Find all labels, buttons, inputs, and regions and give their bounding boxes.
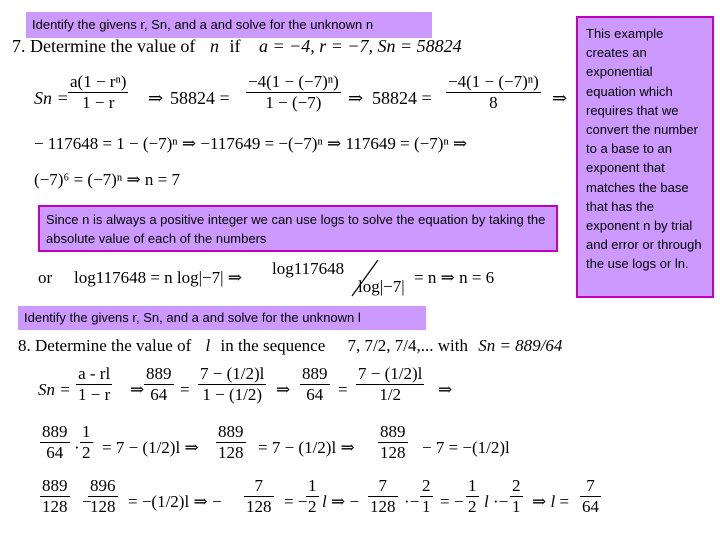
implies-arrow — [348, 88, 363, 109]
if-word: if — [229, 36, 241, 56]
value-text: 58824 = — [170, 88, 230, 108]
numerator: 889 — [380, 422, 406, 441]
problem-title-text: 8. Determine the value of — [18, 336, 192, 355]
banner-text: Identify the givens r, Sn, and a and solve for the unknown l — [24, 310, 361, 325]
in-seq-text: in the sequence — [220, 336, 326, 355]
or-text: or — [38, 268, 53, 287]
fraction — [368, 476, 398, 517]
banner-identify-l — [18, 306, 426, 330]
numerator: 1 — [468, 476, 477, 495]
implies-arrow — [130, 380, 144, 400]
denominator: 128 — [380, 443, 406, 462]
unknown-var: n — [209, 36, 219, 56]
numerator: a - rl — [78, 364, 111, 383]
equation-text: − 117648 = 1 − (−7)ⁿ ⇒ −117649 = −(−7)ⁿ ⇒ 117649 = (−7)ⁿ ⇒ — [34, 134, 468, 153]
log-den-text: log|−7| — [358, 277, 405, 296]
denominator: 2 — [308, 497, 317, 516]
arrow: ⇒ — [276, 380, 291, 399]
log-denominator — [358, 277, 405, 297]
fraction — [216, 422, 246, 463]
implies-arrow — [438, 380, 452, 400]
denominator: 1 − r — [78, 385, 111, 404]
equals-minus: = − — [440, 492, 464, 511]
arrow: ⇒ — [130, 380, 145, 399]
denominator: 1 — [512, 497, 521, 516]
problem-8-title — [18, 336, 562, 356]
problem-7-title — [12, 36, 462, 57]
numerator: −4(1 − (−7)ⁿ) — [448, 72, 539, 91]
denominator: 1 — [422, 497, 431, 516]
log-equation-b — [414, 268, 494, 288]
fraction — [466, 476, 479, 517]
banner-text: Identify the givens r, Sn, and a and solve for the unknown n — [32, 17, 374, 32]
unknown-var: l — [205, 336, 211, 355]
equation-text: = 7 − (1/2)l ⇒ — [102, 438, 199, 457]
numerator: 2 — [512, 476, 521, 495]
equation-end — [422, 438, 510, 458]
sidebar-text: This example creates an exponential equation which requires that we convert the number to a base to an exponent that matches the base that has the exponent n by trial and error or through the use logs or ln. — [586, 26, 702, 272]
denominator: 2 — [468, 497, 477, 516]
log-note — [38, 205, 558, 252]
denominator: 128 — [370, 497, 396, 516]
fraction — [76, 364, 112, 405]
denominator: 128 — [246, 497, 272, 516]
numerator: a(1 − rⁿ) — [70, 72, 127, 91]
denominator: 64 — [582, 497, 599, 516]
implies-arrow — [276, 380, 290, 400]
equation-text: = −(1/2)l ⇒ − — [128, 492, 222, 511]
banner-identify-n — [26, 12, 432, 38]
fraction — [420, 476, 433, 517]
denominator: 1/2 — [356, 384, 424, 405]
fraction — [300, 364, 330, 405]
implies-arrow — [148, 88, 163, 109]
equals-minus: = − — [284, 492, 308, 511]
denominator: 128 — [90, 497, 116, 516]
equation-text: (−7)⁶ = (−7)ⁿ ⇒ n = 7 — [34, 170, 181, 189]
fraction — [40, 422, 70, 463]
fraction — [80, 422, 93, 463]
arrow: ⇒ — [552, 88, 568, 108]
fraction — [510, 476, 523, 517]
fraction — [446, 72, 541, 113]
denominator: 8 — [446, 92, 541, 113]
sn-lhs-text: Sn = — [38, 380, 71, 399]
numerator: 1 — [308, 476, 317, 495]
arrow: ⇒ — [348, 88, 364, 108]
denominator: 128 — [42, 497, 68, 516]
sequence-text: 7, 7/2, 7/4,... with — [347, 336, 468, 355]
fraction — [68, 72, 128, 113]
fraction — [40, 476, 70, 517]
numerator: 889 — [218, 422, 244, 441]
denominator: 64 — [40, 442, 70, 463]
numerator: 889 — [146, 364, 172, 383]
fraction — [198, 364, 266, 405]
numerator: 7 — [254, 476, 263, 495]
numerator: 7 — [586, 476, 595, 495]
fraction — [88, 476, 118, 517]
givens: a = −4, r = −7, Sn = 58824 — [258, 36, 462, 56]
denominator: 128 — [218, 443, 244, 462]
numerator: 7 − (1/2)l — [200, 364, 265, 383]
log-note-text: Since n is always a positive integer we can use logs to solve the equation by taking the absolute value of each of the numbers — [46, 212, 546, 246]
sn-lhs — [38, 380, 71, 400]
fraction — [378, 422, 408, 463]
log-equation-a — [74, 268, 242, 288]
numerator: 889 — [302, 364, 328, 383]
fraction — [144, 364, 174, 405]
numerator: 1 — [82, 422, 91, 441]
l-dot-minus: l ·− — [484, 492, 509, 511]
fraction — [580, 476, 601, 517]
equation-mid — [258, 438, 355, 458]
l-arrow-minus: l ⇒ − — [322, 492, 360, 511]
equation-text: − 7 = −(1/2)l — [422, 438, 510, 457]
equation-text: = 7 − (1/2)l ⇒ — [258, 438, 355, 457]
sn-lhs — [34, 88, 69, 109]
or-word — [38, 268, 52, 288]
log-text: log117648 = n log|−7| ⇒ — [74, 268, 243, 287]
value-58824 — [170, 88, 230, 109]
numerator: 7 — [378, 476, 387, 495]
log-text: = n ⇒ n = 6 — [414, 268, 495, 287]
denominator: 2 — [82, 443, 91, 462]
sn-given: Sn = 889/64 — [478, 336, 563, 355]
equation-mid — [102, 438, 199, 458]
minus: − — [82, 492, 92, 511]
equation-line-2 — [34, 134, 467, 154]
numerator: 2 — [422, 476, 431, 495]
sidebar-note — [576, 16, 714, 298]
fraction — [356, 364, 424, 405]
equals: = — [180, 380, 190, 399]
log-num-text: log117648 — [272, 259, 345, 278]
implies-arrow — [552, 88, 567, 109]
times-dot: · — [74, 438, 80, 457]
denominator: 1 − (1/2) — [198, 384, 266, 405]
arrow: ⇒ — [438, 380, 453, 399]
fraction — [306, 476, 319, 517]
denominator: 1 − (−7) — [246, 92, 341, 113]
problem-title-text: 7. Determine the value of — [12, 36, 196, 56]
numerator: 889 — [42, 476, 68, 495]
log-numerator — [272, 259, 344, 279]
numerator: −4(1 − (−7)ⁿ) — [248, 72, 339, 91]
value-text: 58824 = — [372, 88, 432, 108]
arrow: ⇒ — [148, 88, 164, 108]
denominator: 1 − r — [68, 92, 128, 113]
value-58824 — [372, 88, 432, 109]
equals: = — [338, 380, 348, 399]
arrow-l-equals: ⇒ l = — [532, 492, 570, 511]
times-dot: ·− — [404, 492, 420, 511]
denominator: 64 — [144, 384, 174, 405]
numerator: 896 — [90, 476, 116, 495]
equation-mid — [128, 492, 222, 512]
fraction — [246, 72, 341, 113]
sn-lhs-text: Sn = — [34, 88, 69, 108]
equation-line-3 — [34, 170, 180, 190]
fraction — [244, 476, 274, 517]
denominator: 64 — [300, 384, 330, 405]
numerator: 7 − (1/2)l — [358, 364, 423, 383]
numerator: 889 — [42, 422, 68, 441]
